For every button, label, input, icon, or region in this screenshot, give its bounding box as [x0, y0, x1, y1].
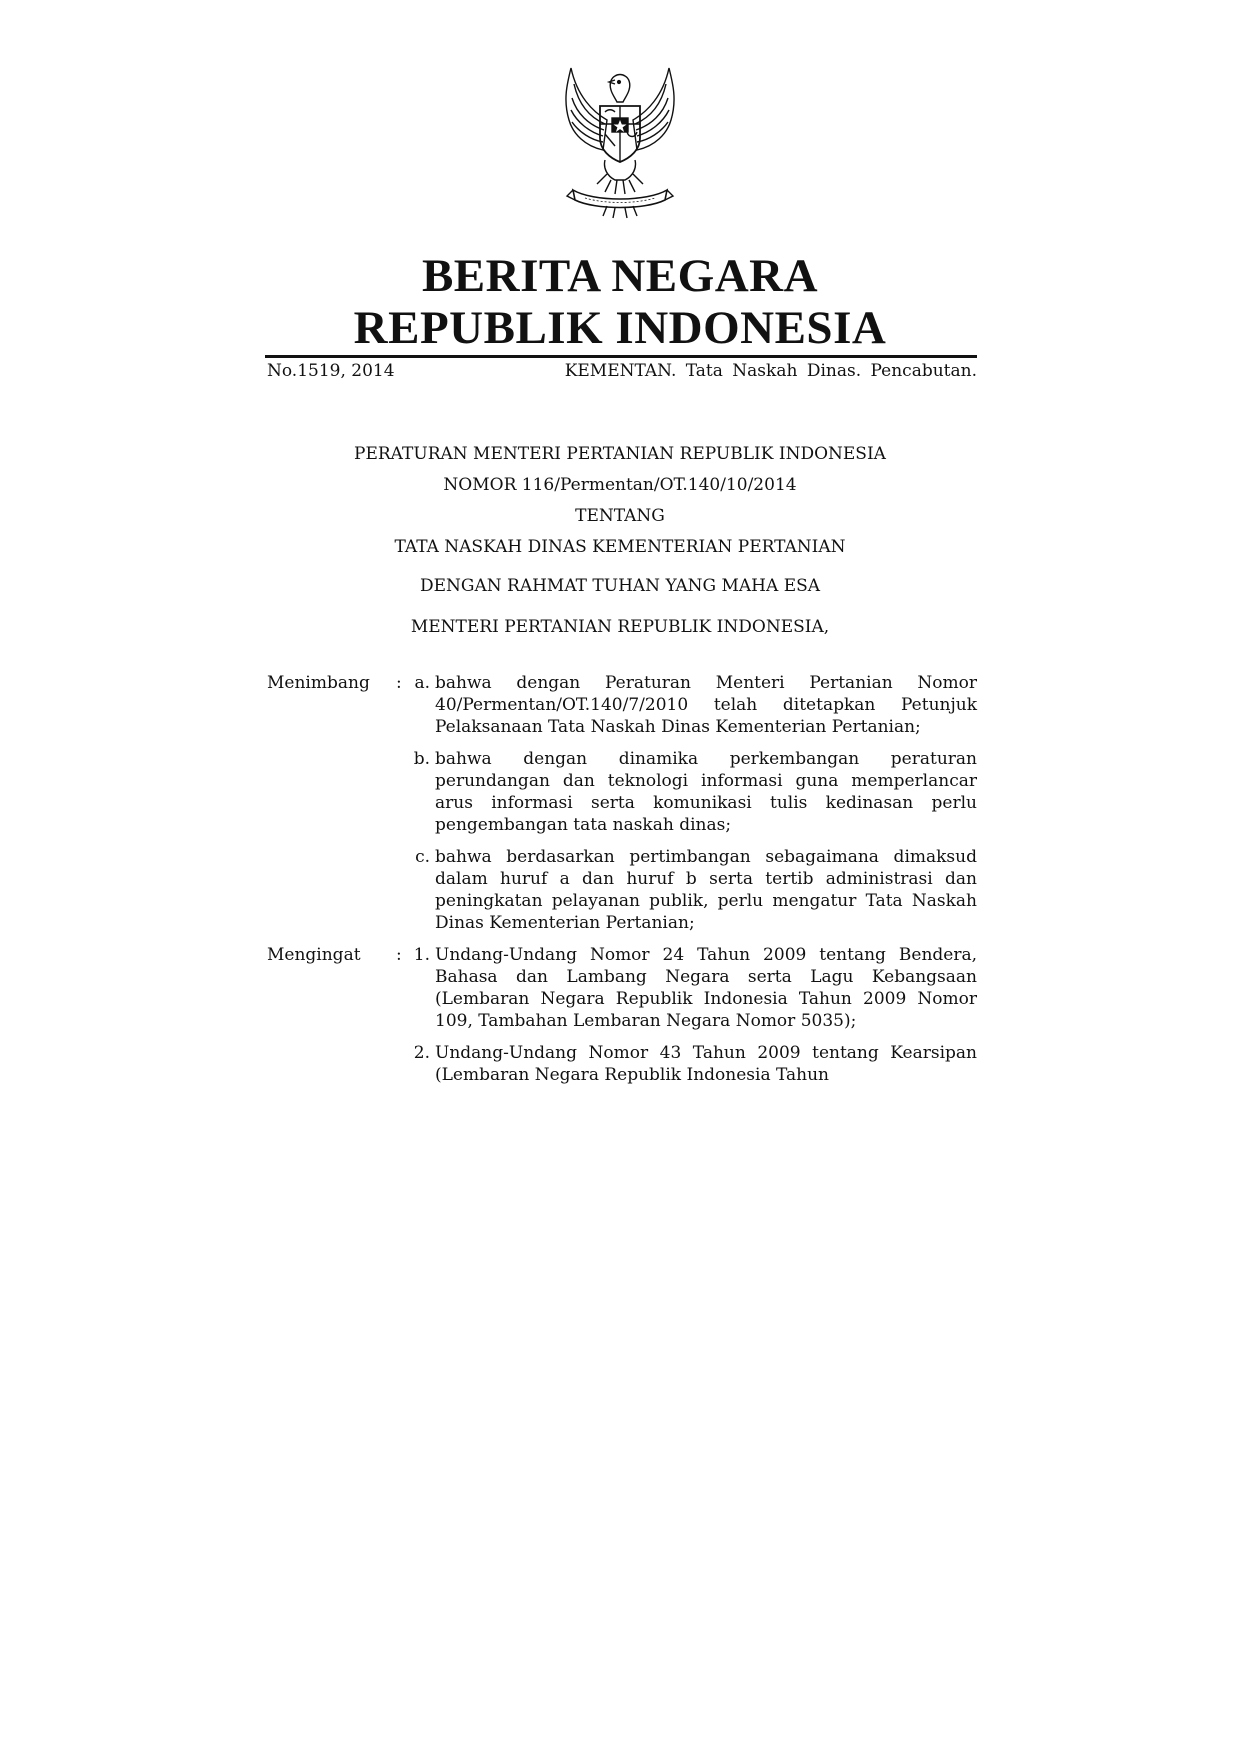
section-menimbang: [267, 672, 977, 934]
publication-subject: KEMENTAN. Tata Naskah Dinas. Pencabutan.: [564, 361, 977, 381]
item-marker: c.: [415, 847, 430, 867]
list-item: [267, 1042, 977, 1086]
item-text: Undang-Undang Nomor 24 Tahun 2009 tentang Bendera, Bahasa dan Lambang Negara serta Lagu Kebangsaan (Lembaran Negara Republik Indonesia Tahun 2009 Nomor 109, Tambahan Lembaran Negara Nomor 5035);: [435, 945, 977, 1031]
list-item: [267, 944, 977, 1032]
masthead-title-line1: BERITA NEGARA: [421, 250, 819, 302]
item-marker: 1.: [413, 945, 430, 965]
garuda-emblem-icon: [545, 62, 695, 222]
item-text: bahwa berdasarkan pertimbangan sebagaimana dimaksud dalam huruf a dan huruf b serta tertib administrasi dan peningkatan pelayanan publik, perlu mengatur Tata Naskah Dinas Kementerian Pertanian;: [435, 847, 977, 933]
masthead-title-line2: REPUBLIK INDONESIA: [353, 302, 887, 354]
regulation-subject: TATA NASKAH DINAS KEMENTERIAN PERTANIAN: [394, 537, 846, 557]
item-text: bahwa dengan Peraturan Menteri Pertanian Nomor 40/Permentan/OT.140/7/2010 telah ditetapkan Petunjuk Pelaksanaan Tata Naskah Dinas Kementerian Pertanian;: [435, 673, 977, 737]
item-marker: b.: [413, 749, 430, 769]
regulation-title: PERATURAN MENTERI PERTANIAN REPUBLIK INDONESIA: [354, 444, 886, 464]
item-marker: 2.: [413, 1043, 430, 1063]
section-label: Menimbang: [267, 673, 370, 693]
item-marker: a.: [414, 673, 430, 693]
publication-number: No.1519, 2014: [267, 361, 395, 381]
regulation-body: [267, 672, 977, 1086]
section-label: Mengingat: [267, 945, 361, 965]
masthead-divider: [265, 355, 977, 358]
regulation-tentang: TENTANG: [575, 506, 665, 526]
section-colon: :: [396, 945, 402, 965]
list-item: [267, 846, 977, 934]
regulation-number: NOMOR 116/Permentan/OT.140/10/2014: [443, 475, 797, 495]
section-colon: :: [396, 673, 402, 693]
item-text: bahwa dengan dinamika perkembangan peraturan perundangan dan teknologi informasi guna memperlancar arus informasi serta komunikasi tulis kedinasan perlu pengembangan tata naskah dinas;: [435, 749, 977, 835]
preamble-invocation: DENGAN RAHMAT TUHAN YANG MAHA ESA: [419, 576, 821, 596]
issuer-line: MENTERI PERTANIAN REPUBLIK INDONESIA,: [410, 617, 830, 637]
item-text: Undang-Undang Nomor 43 Tahun 2009 tentang Kearsipan (Lembaran Negara Republik Indonesia Tahun: [435, 1043, 977, 1085]
section-mengingat: [267, 944, 977, 1086]
list-item: [267, 748, 977, 836]
list-item: [267, 672, 977, 738]
